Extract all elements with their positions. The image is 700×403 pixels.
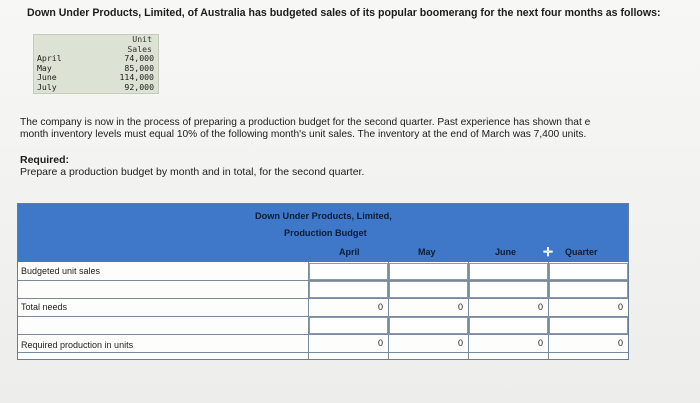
sales-month: June	[37, 72, 57, 83]
budget-grid	[18, 262, 628, 359]
column-april: April	[339, 247, 360, 257]
sales-header-sales: Sales	[127, 43, 152, 54]
sales-row	[34, 83, 158, 93]
april-sales-input[interactable]	[309, 263, 388, 280]
sales-units: 85,000	[124, 62, 154, 73]
june-inventory-input[interactable]	[469, 281, 548, 298]
budget-header	[18, 204, 628, 262]
june-less-inventory-input[interactable]	[469, 317, 548, 334]
required-heading: Required:	[20, 154, 70, 166]
sales-month: July	[37, 81, 57, 92]
quarter-required-production: 0	[617, 338, 623, 348]
sales-month: May	[37, 62, 52, 73]
may-required-production: 0	[457, 338, 463, 348]
problem-paragraph	[20, 117, 700, 141]
unit-sales-table	[33, 34, 159, 94]
june-total-needs: 0	[537, 302, 543, 312]
row-divider	[18, 334, 628, 335]
quarter-less-inventory-input[interactable]	[549, 317, 628, 334]
april-total-needs: 0	[377, 302, 383, 312]
quarter-inventory-input[interactable]	[549, 281, 628, 298]
column-june: June	[495, 247, 517, 257]
june-required-production: 0	[537, 338, 543, 348]
may-inventory-input[interactable]	[389, 281, 468, 298]
paragraph-line: month inventory levels must equal 10% of the following month's unit sales. The inventory at the end of March was 7,400 units.	[20, 129, 587, 140]
paragraph-line: The company is now in the process of preparing a production budget for the second quarter. Past experience has shown that e	[20, 117, 591, 128]
move-cursor-icon: ✛	[543, 245, 554, 259]
may-sales-input[interactable]	[389, 263, 468, 280]
quarter-sales-input[interactable]	[549, 263, 628, 280]
april-required-production: 0	[377, 338, 383, 348]
quarter-total-needs: 0	[617, 302, 623, 312]
row-divider	[18, 352, 628, 353]
may-total-needs: 0	[457, 302, 463, 312]
sales-units: 114,000	[119, 72, 154, 83]
april-less-inventory-input[interactable]	[309, 317, 388, 334]
budget-title: Production Budget	[284, 228, 367, 238]
row-label-total-needs: Total needs	[21, 302, 68, 312]
row-divider	[18, 298, 628, 299]
column-may: May	[418, 247, 436, 257]
june-sales-input[interactable]	[469, 263, 548, 280]
april-inventory-input[interactable]	[309, 281, 388, 298]
sales-units: 92,000	[124, 81, 154, 92]
production-budget-table	[17, 203, 629, 360]
budget-company-title: Down Under Products, Limited,	[255, 211, 392, 221]
sales-units: 74,000	[124, 53, 154, 64]
column-quarter: Quarter	[565, 247, 598, 257]
sales-month: April	[37, 53, 62, 64]
may-less-inventory-input[interactable]	[389, 317, 468, 334]
sales-header-unit: Unit	[132, 34, 152, 44]
row-label-budgeted-unit-sales: Budgeted unit sales	[21, 266, 101, 276]
problem-intro: Down Under Products, Limited, of Australia has budgeted sales of its popular boomerang for the next four months as follows:	[27, 7, 661, 19]
required-text: Prepare a production budget by month and in total, for the second quarter.	[20, 166, 365, 178]
row-label-required-production: Required production in units	[21, 340, 134, 350]
